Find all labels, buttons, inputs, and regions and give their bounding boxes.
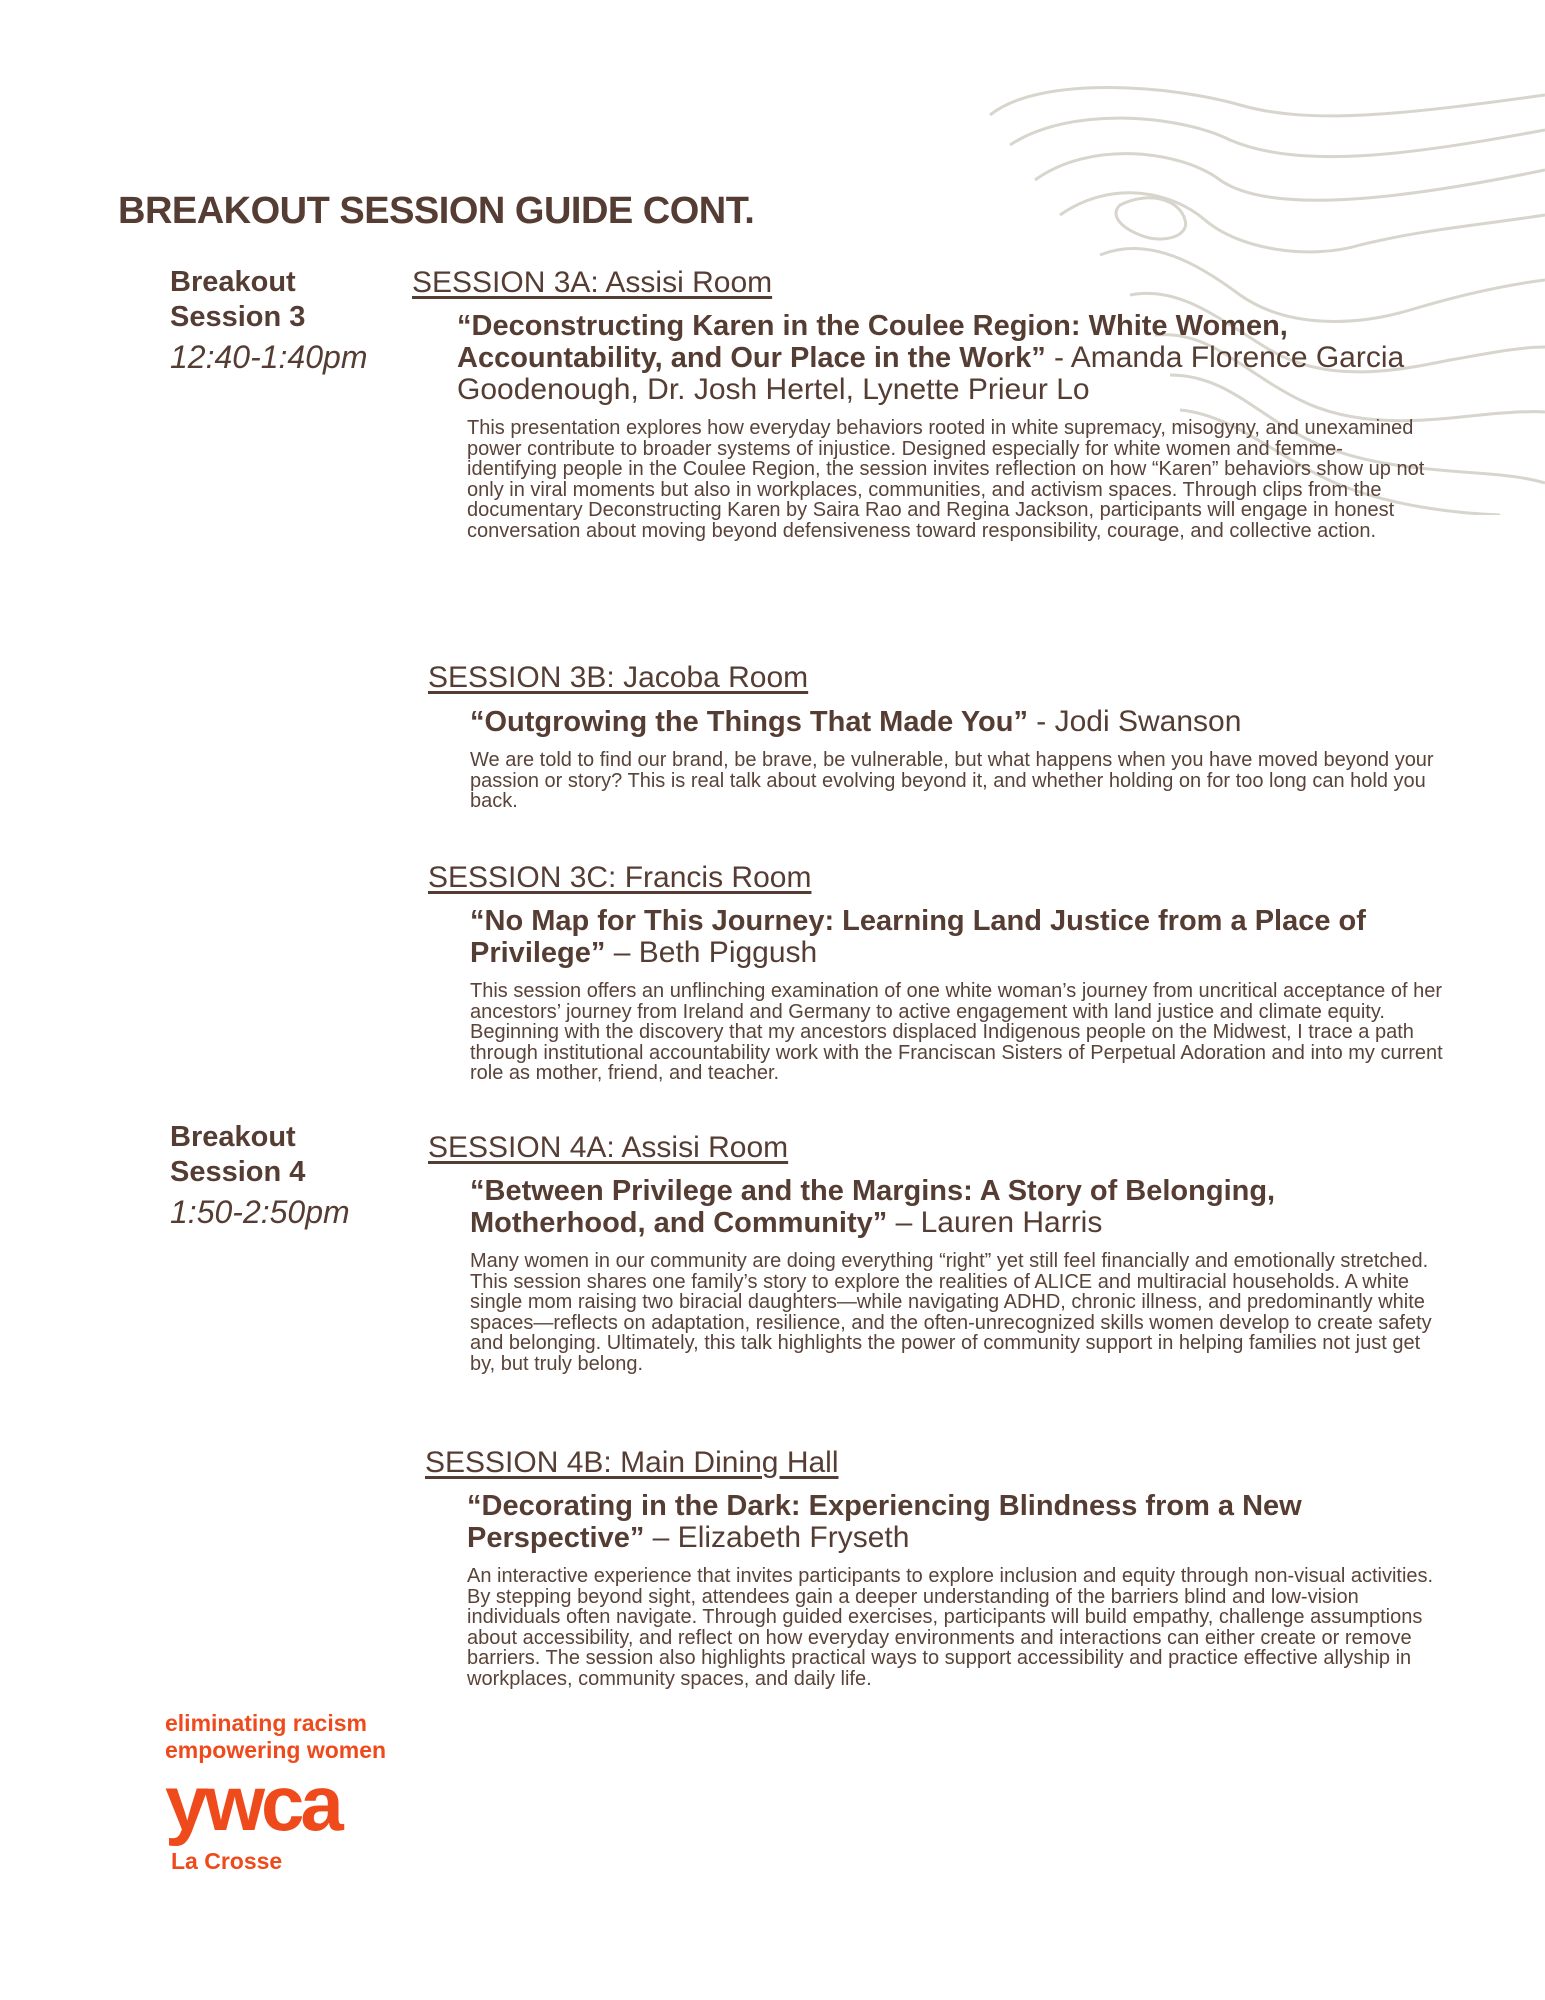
logo-wordmark: ywca — [165, 1759, 340, 1847]
session-speaker: – Lauren Harris — [887, 1206, 1103, 1239]
ywca-logo — [165, 1710, 386, 1876]
session-title: “Between Privilege and the Margins: A Story of Belonging, Motherhood, and Community” — [470, 1175, 1276, 1239]
session-heading: SESSION 3B: Jacoba Room — [428, 661, 809, 694]
session-4a — [428, 1130, 1448, 1375]
session-3a — [412, 265, 1432, 542]
session-title: “Deconstructing Karen in the Coulee Region: White Women, Accountability, and Our Place in the Work” — [457, 310, 1288, 374]
session-heading: SESSION 4A: Assisi Room — [428, 1131, 789, 1164]
session-description: Many women in our community are doing everything “right” yet still feel financially and emotionally stretched. This session shares one family’s story to explore the realities of ALICE and multiracial households. A white single mom raising two biracial daughters—while navigating ADHD, chronic illness, and predominantly white spaces—reflects on adaptation, resilience, and the often-unrecognized skills women develop to create safety and belonging. Ultimately, this talk highlights the power of community support in helping families not just get by, but truly belong. — [470, 1250, 1432, 1375]
session-talk — [467, 1491, 1407, 1554]
session-speaker: - Jodi Swanson — [1027, 705, 1242, 738]
page-title: BREAKOUT SESSION GUIDE CONT. — [118, 190, 755, 232]
session-heading: SESSION 4B: Main Dining Hall — [425, 1446, 839, 1479]
session-heading: SESSION 3A: Assisi Room — [412, 266, 773, 299]
logo-tagline: empowering women — [165, 1737, 387, 1763]
session-title: “No Map for This Journey: Learning Land Justice from a Place of Privilege” — [470, 905, 1366, 969]
logo-tagline: eliminating racism — [165, 1710, 367, 1736]
session-description: This presentation explores how everyday behaviors rooted in white supremacy, misogyny, and unexamined power contribute to broader systems of injustice. Designed especially for white women and femme-identifying people in the Coulee Region, the session invites reflection on how “Karen” behaviors show up not only in viral moments but also in workplaces, communities, and activism spaces. Through clips from the documentary Deconstructing Karen by Saira Rao and Regina Jackson, participants will engage in honest conversation about moving beyond defensiveness toward responsibility, courage, and collective action. — [467, 417, 1425, 542]
breakout-block-3 — [170, 265, 367, 377]
breakout-block-label: Breakout Session 4 — [170, 1121, 306, 1188]
session-speaker: – Beth Piggush — [605, 936, 818, 969]
session-talk — [470, 706, 1448, 738]
session-talk — [457, 311, 1432, 406]
session-speaker: – Elizabeth Fryseth — [644, 1521, 910, 1554]
session-description: We are told to find our brand, be brave, be vulnerable, but what happens when you have moved beyond your passion or story? This is real talk about evolving beyond it, and whether holding on for too long can hold you back. — [470, 749, 1434, 813]
session-description: An interactive experience that invites participants to explore inclusion and equity through non-visual activities. By stepping beyond sight, attendees gain a deeper understanding of the barriers blind and low-vision individuals often navigate. Through guided exercises, participants will build empathy, challenge assumptions about accessibility, and reflect on how everyday environments and interactions can either create or remove barriers. The session also highlights practical ways to support accessibility and practice effective allyship in workplaces, community spaces, and daily life. — [467, 1565, 1434, 1690]
session-3c — [428, 860, 1448, 1084]
session-talk — [470, 1176, 1450, 1239]
session-speaker: - Amanda Florence Garcia Goodenough, Dr. Josh Hertel, Lynette Prieur Lo — [457, 341, 1405, 406]
breakout-block-4 — [170, 1120, 350, 1232]
breakout-block-time: 1:50-2:50pm — [170, 1194, 350, 1230]
logo-city: La Crosse — [171, 1848, 283, 1874]
breakout-block-time: 12:40-1:40pm — [170, 339, 368, 375]
session-description: This session offers an unflinching examination of one white woman’s journey from uncritical acceptance of her ancestors’ journey from Ireland and Germany to active engagement with land justice and climate equity. Beginning with the discovery that my ancestors displaced Indigenous people on the Midwest, I trace a path through institutional accountability work with the Franciscan Sisters of Perpetual Adoration and into my current role as mother, friend, and teacher. — [470, 980, 1443, 1085]
session-title: “Outgrowing the Things That Made You” — [470, 706, 1028, 738]
session-title: “Decorating in the Dark: Experiencing Blindness from a New Perspective” — [467, 1490, 1302, 1554]
breakout-block-label: Breakout Session 3 — [170, 266, 306, 333]
session-3b — [428, 660, 1448, 812]
session-4b — [425, 1445, 1445, 1690]
session-talk — [470, 906, 1410, 969]
session-heading: SESSION 3C: Francis Room — [428, 861, 812, 894]
